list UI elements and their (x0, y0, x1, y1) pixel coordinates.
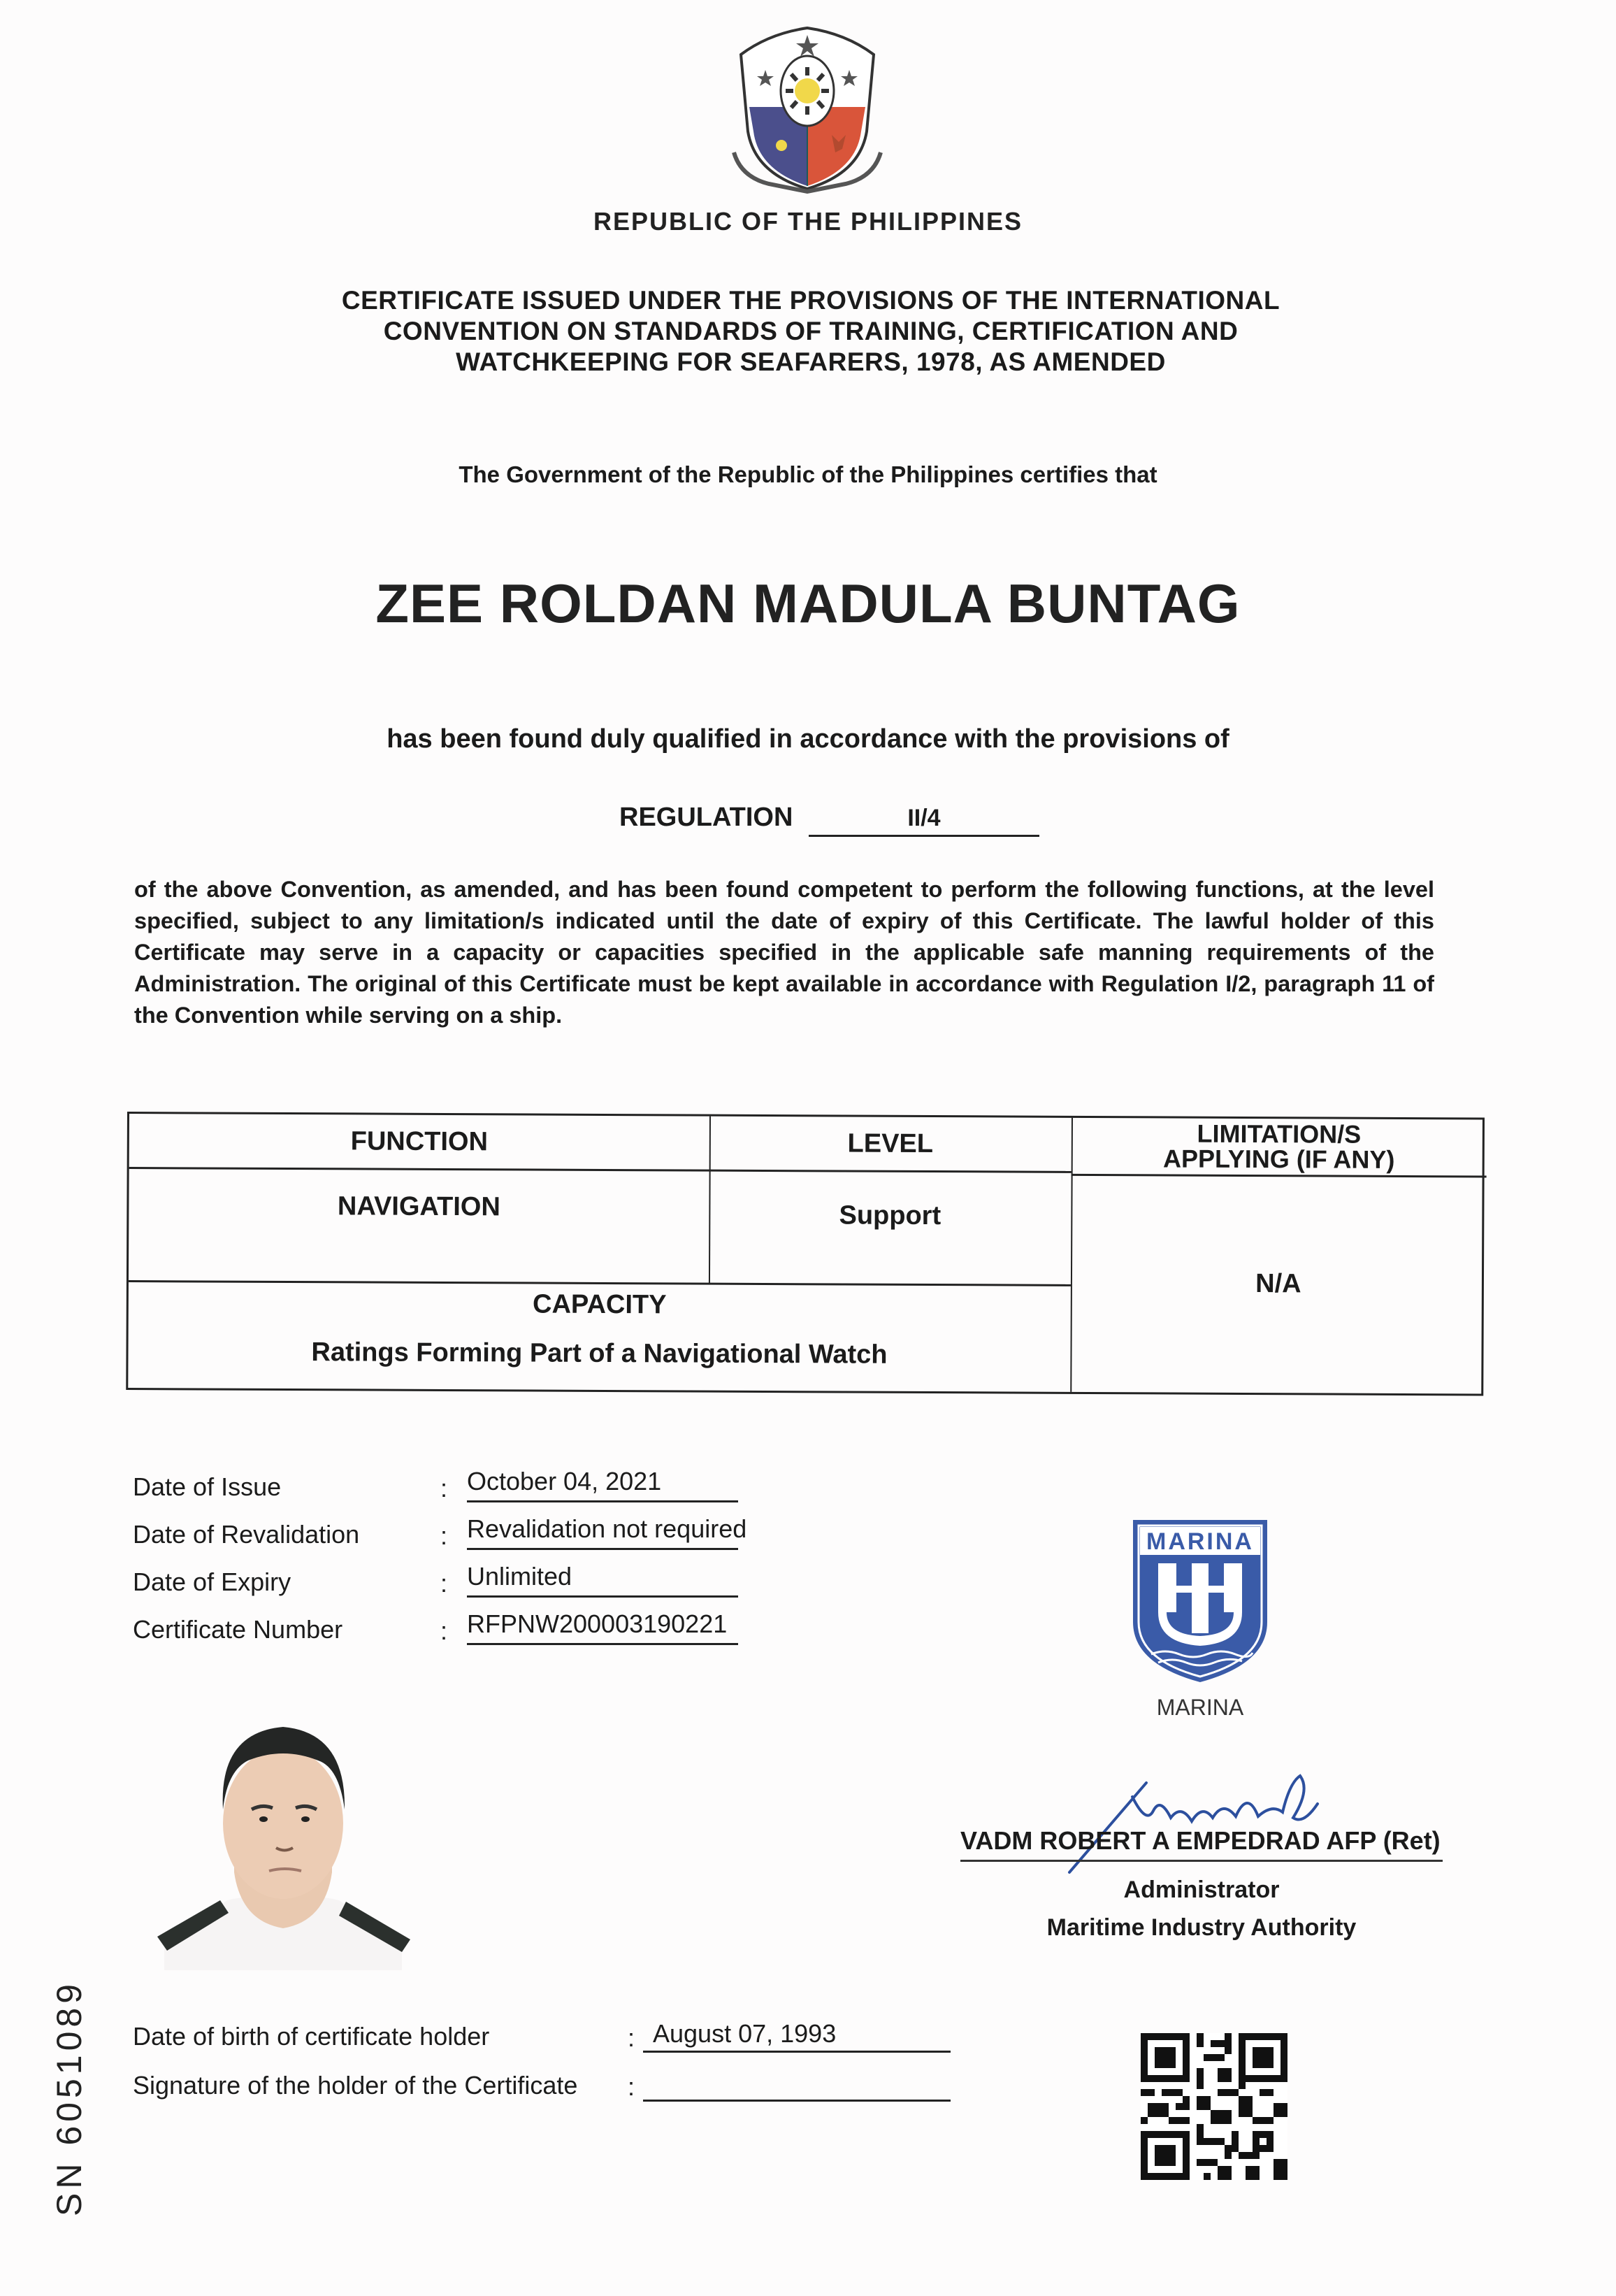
holder-details (133, 2019, 972, 2117)
convention-line: CERTIFICATE ISSUED UNDER THE PROVISIONS OF THE INTERNATIONAL (341, 286, 1280, 315)
detail-row-issue (133, 1467, 776, 1514)
detail-separator: : (440, 1569, 448, 1598)
detail-row-expiry (133, 1562, 776, 1609)
detail-row-certificate-number (133, 1609, 776, 1657)
signatory-title: Administrator (1123, 1877, 1280, 1903)
qualification-statement: has been found duly qualified in accordance with the provisions of (387, 724, 1229, 754)
signatory-name: VADM ROBERT A EMPEDRAD AFP (Ret) (960, 1826, 1443, 1862)
detail-value: Revalidation not required (467, 1514, 738, 1550)
regulation-value: II/4 (809, 805, 1039, 837)
detail-separator: : (628, 2023, 635, 2052)
detail-label: Date of Revalidation (133, 1520, 360, 1549)
detail-label: Date of Expiry (133, 1567, 291, 1596)
header-limitations (1072, 1118, 1487, 1176)
header-limitations-line1: LIMITATION/S (1197, 1119, 1362, 1149)
detail-label: Date of Issue (133, 1472, 282, 1501)
regulation-row (619, 803, 1039, 837)
header-function: FUNCTION (350, 1126, 489, 1156)
convention-line: WATCHKEEPING FOR SEAFARERS, 1978, AS AMENDED (456, 347, 1166, 376)
holder-signature-row (133, 2068, 972, 2117)
convention-heading (266, 285, 1356, 378)
birth-date-row (133, 2019, 972, 2068)
marina-caption: MARINA (1156, 1695, 1244, 1720)
detail-row-revalidation (133, 1514, 776, 1562)
serial-number: SN 6051089 (50, 1979, 89, 2216)
holder-photo (136, 1691, 430, 1970)
level-value: Support (839, 1200, 942, 1230)
certificate-details (133, 1467, 776, 1657)
competency-paragraph: of the above Convention, as amended, and has been found competent to perform the following functions, at the level specified, subject to any limitation/s indicated until the date of expiry of this Certificate. The lawful holder of this Certificate may serve in a capacity or capacities specified in the applicable safe manning requirements of the Administration. The original of this Certificate must be kept available in accordance with Regulation I/2, paragraph 11 of the Convention while serving on a ship. (134, 877, 1434, 1028)
regulation-label: REGULATION (619, 803, 793, 832)
government-statement: The Government of the Republic of the Philippines certifies that (459, 461, 1157, 487)
detail-separator: : (628, 2072, 635, 2101)
holder-name: ZEE ROLDAN MADULA BUNTAG (375, 573, 1241, 634)
marina-logo-icon (1130, 1517, 1270, 1685)
detail-label: Certificate Number (133, 1615, 343, 1644)
detail-value: RFPNW200003190221 (467, 1609, 738, 1645)
signatory-agency: Maritime Industry Authority (1046, 1914, 1357, 1941)
philippine-coat-of-arms-icon (727, 27, 888, 201)
detail-separator: : (440, 1616, 448, 1645)
detail-value: October 04, 2021 (467, 1467, 738, 1502)
capacity-value: Ratings Forming Part of a Navigational Watch (311, 1337, 888, 1370)
birth-date-value: August 07, 1993 (643, 2019, 951, 2053)
function-value: NAVIGATION (337, 1191, 500, 1221)
convention-line: CONVENTION ON STANDARDS OF TRAINING, CERTIFICATION AND (383, 317, 1239, 345)
birth-date-label: Date of birth of certificate holder (133, 2022, 490, 2051)
qr-code-icon (1141, 2033, 1287, 2180)
country-heading: REPUBLIC OF THE PHILIPPINES (593, 207, 1023, 236)
detail-separator: : (440, 1474, 448, 1502)
holder-signature-label: Signature of the holder of the Certificate (133, 2071, 578, 2100)
header-limitations-line2: APPLYING (IF ANY) (1162, 1144, 1395, 1174)
marina-logo-text: MARINA (1146, 1528, 1254, 1555)
limitations-value: N/A (1255, 1268, 1301, 1298)
functions-table (126, 1112, 1485, 1395)
detail-value: Unlimited (467, 1562, 738, 1598)
detail-separator: : (440, 1521, 448, 1550)
capacity-label: CAPACITY (532, 1289, 667, 1319)
header-level: LEVEL (847, 1128, 934, 1158)
holder-signature-line (643, 2068, 951, 2102)
